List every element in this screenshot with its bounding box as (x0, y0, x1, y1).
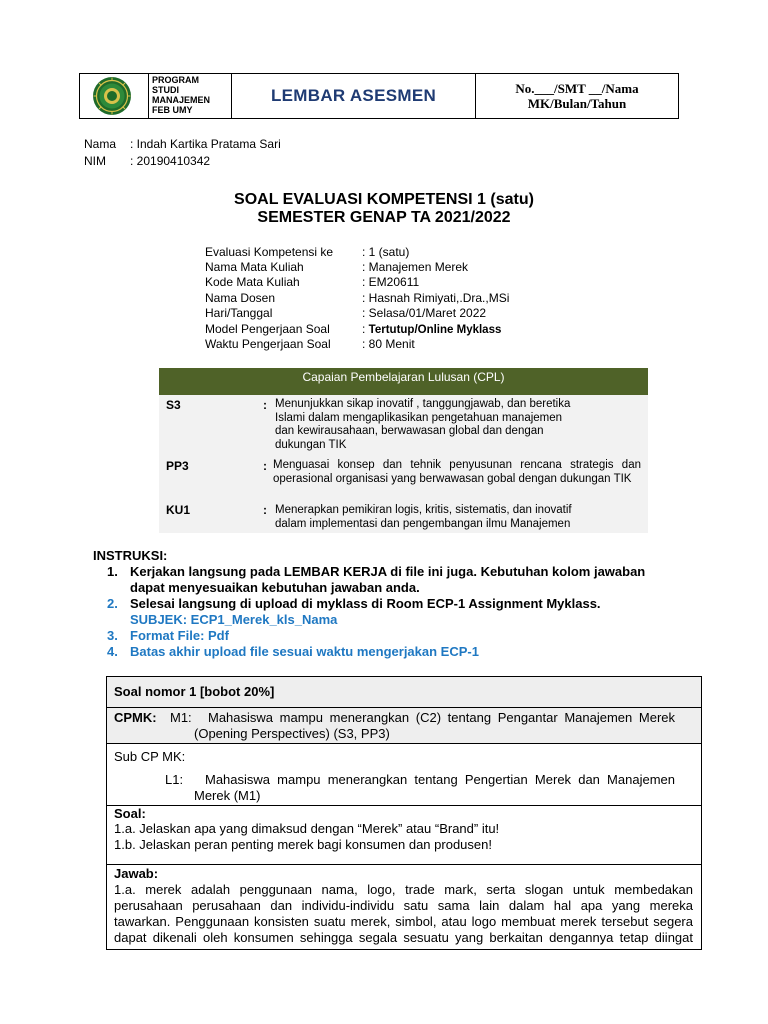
cpl-code: PP3 (166, 459, 189, 473)
sub-cp-row (107, 743, 701, 805)
nim-value: : 20190410342 (130, 154, 211, 168)
document-code: No.___/SMT __/Nama MK/Bulan/Tahun (515, 81, 639, 111)
sheet-title: LEMBAR ASESMEN (232, 74, 476, 118)
cpl-colon: : (263, 398, 267, 412)
cpmk-text: Mahasiswa mampu menerangkan (C2) tentang Pengantar Manajemen Merek (208, 710, 675, 725)
sub-cp-label: Sub CP MK: (114, 749, 186, 764)
sub-cp-text: Mahasiswa mampu menerangkan tentang Pengertian Merek dan Manajemen (205, 772, 675, 787)
instruction-item: 4. Batas akhir upload file sesuai waktu mengerjakan ECP-1 (107, 644, 479, 659)
cpl-description: Menunjukkan sikap inovatif , tanggungjawab, dan beretika Islami dalam mengaplikasikan pengetahuan manajemen dan kewirausahaan, berwawasan global dan dengan dukungan TIK (275, 398, 571, 451)
cpl-table (159, 368, 648, 533)
instruction-item: 1. Kerjakan langsung pada LEMBAR KERJA di file ini juga. Kebutuhan kolom jawaban dapat menyesuaikan kebutuhan jawaban anda. (107, 564, 646, 595)
soal-item: 1.b. Jelaskan peran penting merek bagi konsumen dan produsen! (114, 837, 492, 852)
sub-cp-code: L1: (165, 772, 184, 787)
university-logo-icon (92, 76, 132, 116)
cpmk-label: CPMK: (114, 710, 157, 725)
answer-line: 1.a. merek adalah penggunaan nama, logo, trade mark, serta slogan untuk membedakan (114, 882, 693, 897)
instructions-title: INSTRUKSI: (93, 548, 168, 563)
answer-line: dapat dikenali oleh konsumen sehingga segala sesuatu yang berkaitan dengannya tetap diingat (114, 930, 693, 945)
program-label: PROGRAM STUDI MANAJEMEN FEB UMY (149, 74, 232, 118)
answer-line: tawarkan. Penggunaan konsisten suatu merek, simbol, atau logo membuat merek tersebut segera (114, 914, 693, 929)
jawab-row (107, 864, 701, 949)
cpl-description: Menguasai konsep dan tehnik penyusunan rencana strategis dan operasional organisasi yang berwawasan gobal dengan dukungan TIK (273, 459, 641, 485)
sub-cp-text-continued: Merek (M1) (194, 788, 261, 803)
cpmk-row (107, 707, 701, 743)
logo-cell (80, 74, 149, 118)
jawab-label: Jawab: (114, 866, 159, 881)
instruction-item: 3. Format File: Pdf (107, 628, 229, 643)
instructions (93, 548, 653, 660)
exam-title-line1: SOAL EVALUASI KOMPETENSI 1 (satu) (234, 191, 534, 208)
cpmk-text-continued: (Opening Perspectives) (S3, PP3) (194, 726, 390, 741)
cpl-colon: : (263, 503, 267, 517)
document-header (79, 73, 679, 119)
soal-row (107, 805, 701, 864)
cpl-description: Menerapkan pemikiran logis, kritis, sistematis, dan inovatif dalam implementasi dan pengembangan ilmu Manajemen (275, 504, 572, 530)
nim-label: NIM (84, 154, 106, 168)
cpmk-code: M1: (170, 710, 192, 725)
cpl-header: Capaian Pembelajaran Lulusan (CPL) (159, 368, 648, 395)
cpl-colon: : (263, 459, 267, 473)
soal-item: 1.a. Jelaskan apa yang dimaksud dengan “Merek” atau “Brand” itu! (114, 821, 500, 836)
soal-label: Soal: (114, 806, 146, 821)
name-label: Nama (84, 137, 117, 151)
name-value: : Indah Kartika Pratama Sari (130, 137, 281, 151)
answer-line: perusahaan perusahaan dan individu-individu satu sama lain dalam hal apa yang mereka (114, 898, 693, 913)
instruction-item: 2. Selesai langsung di upload di myklass di Room ECP-1 Assignment Myklass. SUBJEK: ECP1_Merek_kls_Nama (107, 596, 601, 627)
question-table (106, 676, 702, 950)
cpl-code: KU1 (166, 503, 191, 517)
cpl-code: S3 (166, 398, 181, 412)
question-heading: Soal nomor 1 [bobot 20%] (107, 677, 701, 707)
exam-title-line2: SEMESTER GENAP TA 2021/2022 (257, 209, 511, 226)
